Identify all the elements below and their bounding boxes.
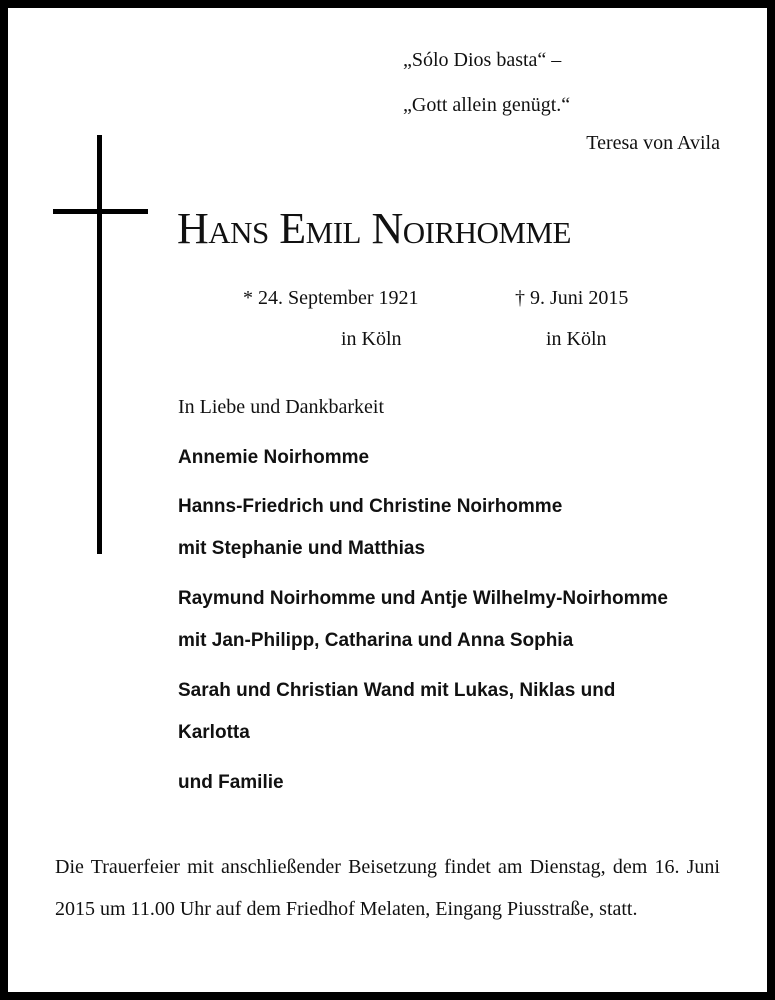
cross-horizontal-bar	[53, 209, 148, 214]
mourner-line: mit Stephanie und Matthias	[178, 538, 426, 559]
death-place: in Köln	[546, 328, 607, 350]
death-date: † 9. Juni 2015	[515, 287, 629, 309]
mourner-line: Hanns-Friedrich und Christine Noirhomme	[178, 496, 563, 517]
cross-vertical-bar	[97, 135, 102, 554]
mourner-line: Sarah und Christian Wand mit Lukas, Niklas und	[178, 680, 616, 701]
funeral-announcement: Die Trauerfeier mit anschließender Beisetzung findet am Dienstag, dem 16. Juni 2015 um 11.00 Uhr auf dem Friedhof Melaten, Eingang Piusstraße, statt.	[55, 856, 720, 920]
mourners-intro: In Liebe und Dankbarkeit	[178, 396, 385, 418]
quote-author: Teresa von Avila	[586, 132, 720, 154]
quote-line-1: „Sólo Dios basta“ –	[403, 49, 562, 71]
mourner-line: Raymund Noirhomme und Antje Wilhelmy-Noirhomme	[178, 588, 668, 609]
quote-line-2: „Gott allein genügt.“	[403, 94, 571, 116]
mourner-line: Annemie Noirhomme	[178, 447, 370, 468]
deceased-name: Hans Emil Noirhomme	[177, 204, 571, 253]
mourner-line: mit Jan-Philipp, Catharina und Anna Sophia	[178, 630, 574, 651]
mourner-line: Karlotta	[178, 722, 250, 743]
mourner-line: und Familie	[178, 772, 284, 793]
birth-date: * 24. September 1921	[243, 287, 419, 309]
birth-place: in Köln	[341, 328, 402, 350]
